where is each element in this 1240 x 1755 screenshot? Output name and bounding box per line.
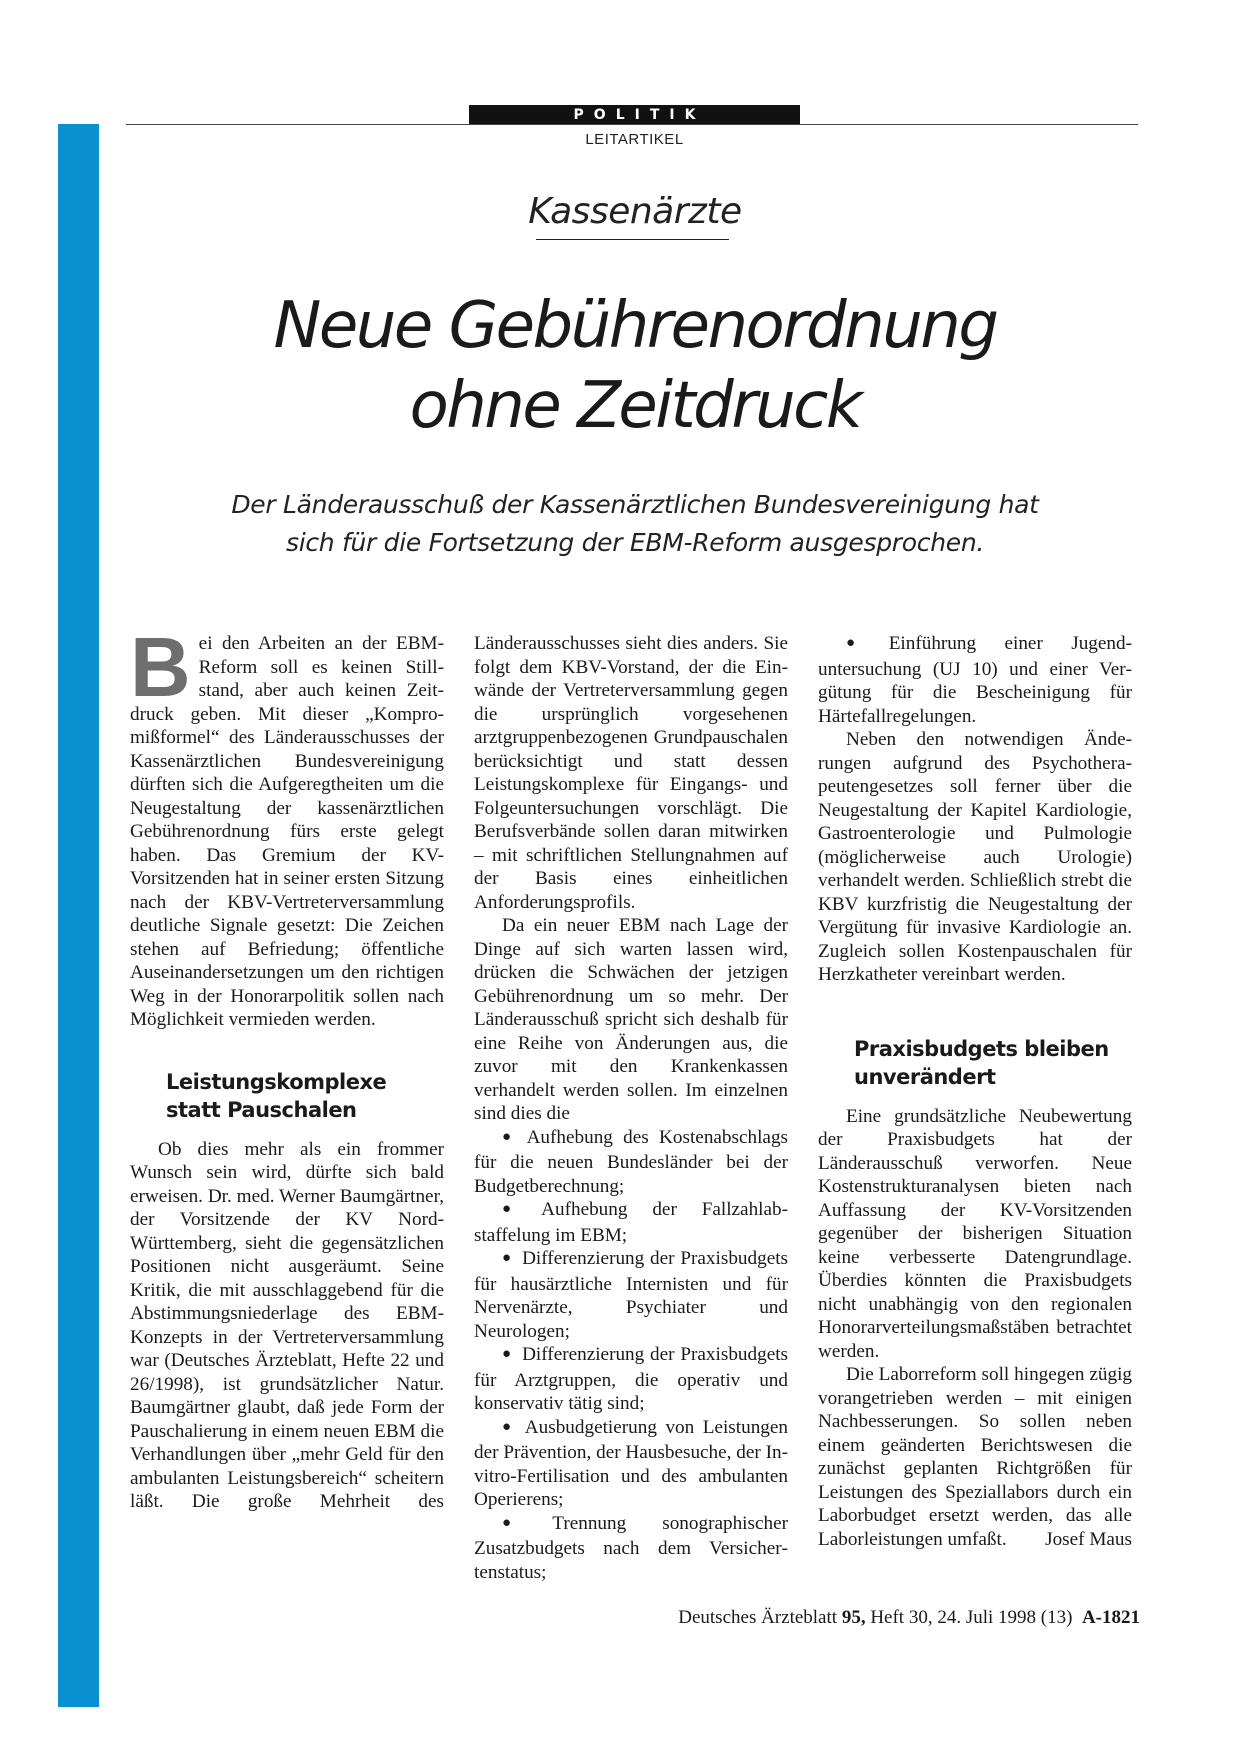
author-signature: Josef Maus	[1045, 1528, 1132, 1550]
footer-issue: Heft 30, 24. Juli 1998 (13)	[870, 1607, 1073, 1628]
subsection-tag: LEITARTIKEL	[585, 131, 684, 148]
article-paragraph-6: Die Laborreform soll hingegen zügig vorangetrieben werden – mit einigen Nachbesserungen. So sollen neben einem geänderten Berichtswesen die zunächst geplanten Richtgrößen für Leistungen des Speziallabors durch ein Laborbudget ersetzt werden, das alle Laborleistungen umfaßt. Josef Maus	[818, 1364, 1132, 1550]
page-footer	[678, 1607, 1140, 1629]
article-paragraph-1	[130, 620, 444, 1032]
subhead-praxisbudgets: Praxisbudgets bleiben unverändert	[854, 1036, 1109, 1089]
bullet-item: ● Ausbudgetierung von Leistungen der Prävention, der Hausbesuche, der In-vitro-Fertilisation und des ambulanten Operierens;	[474, 1416, 788, 1512]
subhead-leistungskomplexe: Leistungskomplexe statt Pauschalen	[166, 1069, 387, 1122]
footer-volume: 95,	[841, 1607, 866, 1628]
headline-line-1: Neue Gebührenordnung	[273, 289, 997, 363]
kicker-underline	[536, 239, 729, 240]
bullet-item: ● Einführung einer Jugenduntersuchung (UJ 10) und einer Vergütung für die Bescheinigung für Härtefallregelungen.	[818, 632, 1132, 728]
bullet-item: ● Aufhebung des Kostenabschlags für die neuen Bundesländer bei der Budgetberechnung;	[474, 1126, 788, 1199]
accent-side-bar	[58, 124, 99, 1707]
kicker: Kassenärzte	[528, 191, 742, 232]
bullet-item: ● Aufhebung der Fallzahlabstaffelung im EBM;	[474, 1198, 788, 1247]
footer-journal: Deutsches Ärzteblatt	[678, 1607, 838, 1628]
headline	[130, 286, 1140, 446]
bullet-item: ● Trennung sonographischer Zusatzbudgets nach dem Versichertenstatus;	[474, 1512, 788, 1585]
bullet-item: ● Differenzierung der Praxisbudgets für Arztgruppen, die operativ und konservativ tätig sind;	[474, 1343, 788, 1416]
dropcap: B	[130, 620, 191, 714]
lede-line-1: Der Länderausschuß der Kassenärztlichen Bundesvereinigung hat	[231, 490, 1039, 519]
header-rule	[126, 124, 1138, 125]
footer-page: A-1821	[1081, 1607, 1140, 1628]
article-column-1	[130, 620, 444, 1514]
section-tag: POLITIK	[469, 105, 800, 124]
article-paragraph-1-text: ei den Arbeiten an der EBM-Reform soll es keinen Stillstand, aber auch keinen Zeitdruck geben. Mit dieser „Kompromißformel“ des Länderausschusses der Kassenärztlichen Bundesvereinigung dürften sich die Aufgeregtheiten um die Neugestaltung der kassenärztlichen Gebührenordnung fürs erste gelegt haben. Das Gremium der KV-Vorsitzenden hat in seiner ersten Sitzung nach der KBV-Vertreterversammlung deutliche Signale gesetzt: Die Zeichen stehen auf Befriedung; öffentliche Auseinandersetzungen um den richtigen Weg in der Honorarpolitik sollen nach Möglichkeit vermieden werden.	[130, 633, 444, 1030]
bullet-item: ● Differenzierung der Praxisbudgets für hausärztliche Internisten und für Nervenärzte, Psychiater und Neurologen;	[474, 1247, 788, 1343]
lede	[130, 486, 1140, 562]
headline-line-2: ohne Zeitdruck	[409, 369, 861, 443]
article-paragraph-2-continued: Länderausschusses sieht dies anders. Sie folgt dem KBV-Vorstand, der die Einwände der Vertreterversammlung gegen die ursprünglich vorgesehenen arztgruppenbezogenen Grundpauschalen berücksichtigt und statt dessen Leistungskomplexe für Eingangs- und Folgeuntersuchungen vorschlägt. Die Berufsverbände sollen daran mitwirken – mit schriftlichen Stellungnahmen auf der Basis eines einheitlichen Anforderungsprofils.	[474, 633, 788, 913]
article-column-3	[818, 632, 1132, 1551]
article-column-2	[474, 632, 788, 1584]
article-paragraph-5: Eine grundsätzliche Neubewertung der Praxisbudgets hat der Länderausschuß verworfen. Neue Kostenstrukturanalysen bieten nach Auffassung der KV-Vorsitzenden gegenüber der bisherigen Situation keine verbesserte Datengrundlage. Überdies könnten die Praxisbudgets nicht unabhängig von den regionalen Honorarverteilungsmaßstäben betrachtet werden.	[818, 1105, 1132, 1362]
article-paragraph-3: Da ein neuer EBM nach Lage der Dinge auf sich warten lassen wird, drücken die Schwächen der jetzigen Gebührenordnung um so mehr. Der Länderausschuß spricht sich deshalb für eine Reihe von Änderungen aus, die zuvor mit den Krankenkassen verhandelt werden sollen. Im einzelnen sind dies die	[474, 915, 788, 1124]
article-paragraph-2: Ob dies mehr als ein frommer Wunsch sein wird, dürfte sich bald erweisen. Dr. med. Werner Baumgärtner, der Vorsitzende der KV Nord-Württemberg, sieht die gegensätzlichen Positionen nicht ausgeräumt. Seine Kritik, die mit ausschlaggebend für die Abstimmungsniederlage des EBM-Konzepts in der Vertreterversammlung war (Deutsches Ärzteblatt, Hefte 22 und 26/1998), ist grundsätzlicher Natur. Baumgärtner glaubt, daß jede Form der Pauschalierung in einem neuen EBM die Verhandlungen über „mehr Geld für den ambulanten Leistungsbereich“ scheitern läßt. Die große Mehrheit des	[130, 1138, 444, 1512]
article-paragraph-4: Neben den notwendigen Änderungen aufgrund des Psychotherapeutengesetzes soll ferner über die Neugestaltung der Kapitel Kardiologie, Gastroenterologie und Pulmologie (möglicherweise auch Urologie) verhandelt werden. Schließlich strebt die KBV kurzfristig die Neugestaltung der Vergütung für invasive Kardiologie an. Zugleich sollen Kostenpauschalen für Herzkatheter vereinbart werden.	[818, 729, 1132, 985]
lede-line-2: sich für die Fortsetzung der EBM-Reform ausgesprochen.	[285, 528, 985, 557]
